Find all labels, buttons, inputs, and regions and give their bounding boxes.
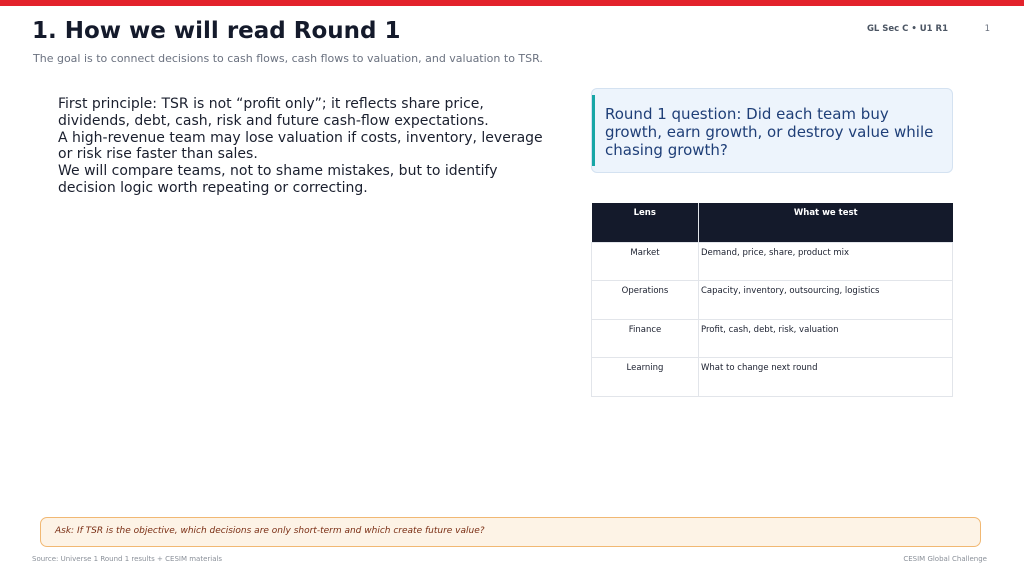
page-title: 1. How we will read Round 1 [32, 18, 401, 44]
table-cell-lens: Learning [592, 358, 699, 397]
table-header-test: What we test [699, 203, 953, 242]
table-row [592, 358, 953, 397]
page-number: 1 [984, 24, 990, 34]
page-subtitle: The goal is to connect decisions to cash flows, cash flows to valuation, and valuation to TSR. [33, 52, 543, 65]
source-note: Source: Universe 1 Round 1 results + CESIM materials [32, 555, 223, 563]
ask-prompt-text: Ask: If TSR is the objective, which decisions are only short-term and which create future value? [55, 526, 485, 536]
table-cell-test: What to change next round [699, 358, 953, 397]
table-cell-test: Profit, cash, debt, risk, valuation [699, 319, 953, 358]
round-question-callout [591, 88, 953, 173]
table-cell-lens: Finance [592, 319, 699, 358]
callout-text: Round 1 question: Did each team buy growth, earn growth, or destroy value while chasing growth? [605, 105, 934, 160]
lens-table [591, 203, 953, 397]
ask-prompt-box [40, 517, 981, 547]
table-cell-lens: Market [592, 242, 699, 281]
body-paragraph-revenue: A high-revenue team may lose valuation if costs, inventory, leverage or risk rise faster than sales. [58, 129, 543, 163]
table-row [592, 281, 953, 320]
body-paragraph-compare: We will compare teams, not to shame mistakes, but to identify decision logic worth repeating or correcting. [58, 163, 498, 196]
callout-accent-bar [592, 95, 595, 166]
footer-brand: CESIM Global Challenge [903, 555, 987, 563]
section-tag: GL Sec C • U1 R1 [866, 24, 948, 34]
top-accent-bar [0, 0, 1024, 6]
table-cell-test: Demand, price, share, product mix [699, 242, 953, 281]
table-cell-test: Capacity, inventory, outsourcing, logistics [699, 281, 953, 320]
table-row [592, 242, 953, 281]
table-cell-lens: Operations [592, 281, 699, 320]
table-row [592, 319, 953, 358]
body-text [58, 96, 558, 197]
body-paragraph-principle: First principle: TSR is not “profit only”; it reflects share price, dividends, debt, cash, risk and future cash-flow expectations. [58, 96, 489, 129]
table-header-lens: Lens [592, 203, 699, 242]
table-header-row [592, 203, 953, 242]
